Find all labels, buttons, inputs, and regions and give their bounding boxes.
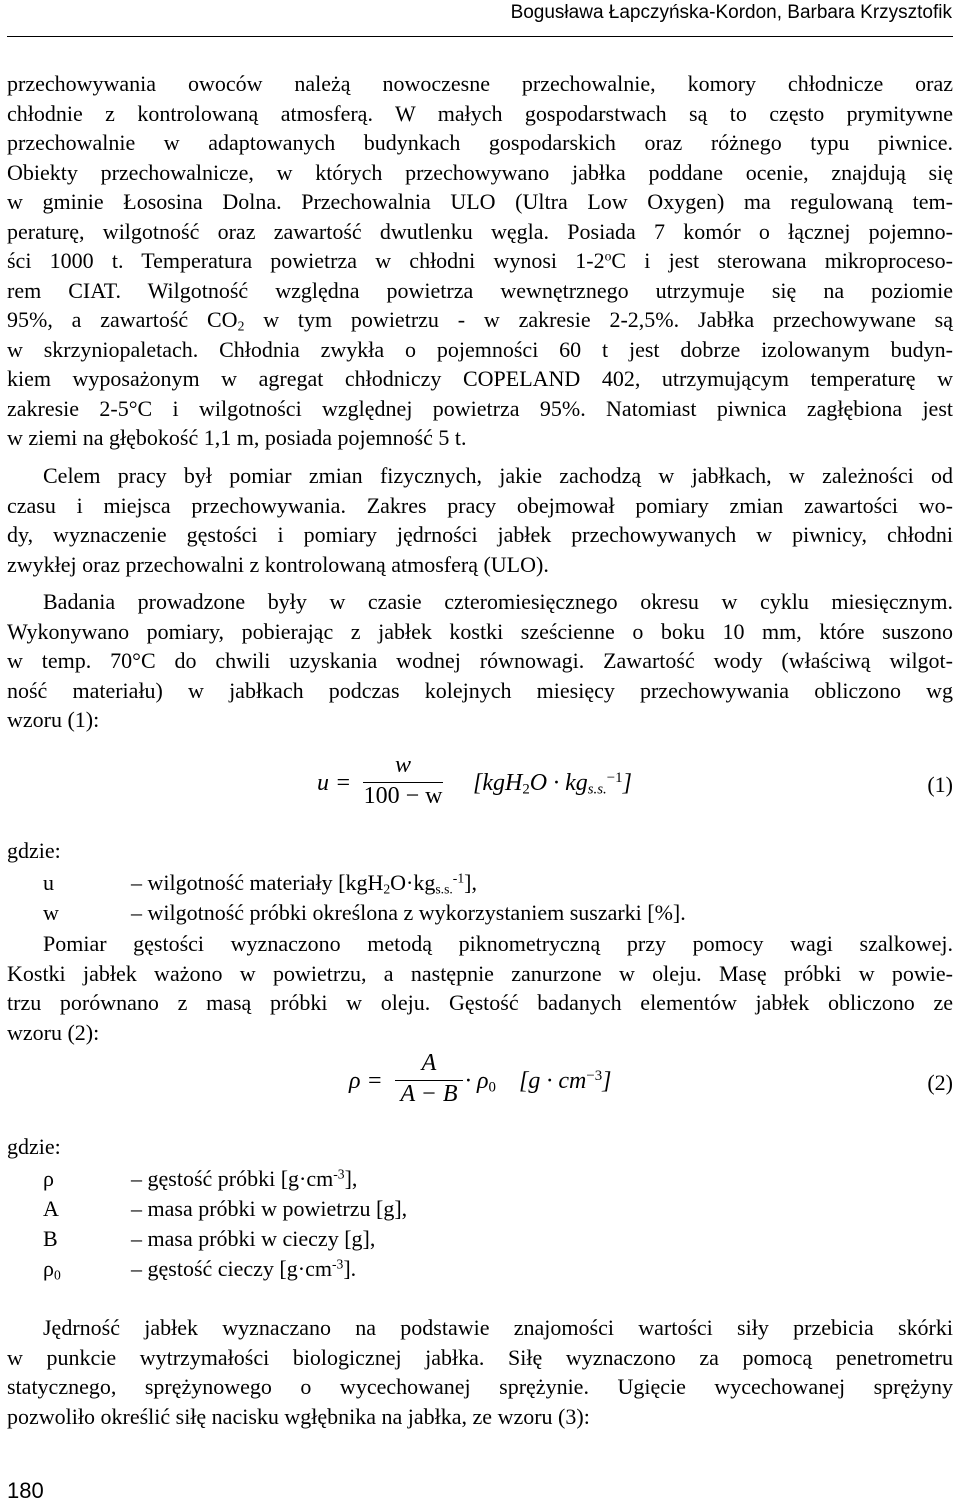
text-line: rem CIAT. Wilgotność względna powietrza wewnętrznego utrzymuje się na poziomie <box>7 277 953 303</box>
fraction-denominator: A − B <box>400 1081 458 1107</box>
running-header: Bogusława Łapczyńska-Kordon, Barbara Krzysztofik <box>510 2 952 23</box>
text-line: chłodnie z kontrolowaną atmosferą. W małych gospodarstwach są to często prymitywne <box>7 100 953 126</box>
text-line: Badania prowadzone były w czasie czteromiesięcznego okresu w cyklu miesięcznym. <box>43 589 953 614</box>
text-line: w gminie Łososina Dolna. Przechowalnia ULO (Ultra Low Oxygen) ma regulowaną tem- <box>7 189 953 214</box>
paragraph-aim <box>7 461 953 579</box>
header-rule <box>7 36 953 37</box>
definitions-1 <box>7 836 953 926</box>
equation-unit: $[g \cdot cm^{-3}]$ <box>519 1067 612 1094</box>
text-line: Pomiar gęstości wyznaczono metodą piknometryczną przy pomocy wagi szalkowej. <box>43 931 953 956</box>
text-line-temperature: ści 1000 t. Temperatura powietrza w chłodni wynosi 1-2$^o$C i jest sterowana mikroproceso- <box>7 248 953 273</box>
paragraph-storage-facilities <box>7 69 953 453</box>
text-line-co2: 95%, a zawartość $CO_2$ w tym powietrzu - w zakresie 2-2,5%. Jabłka przechowywane są <box>7 307 953 334</box>
text-line: Kostki jabłek ważono w powietrzu, a następnie zanurzone w oleju. Masę próbki w powie- <box>7 960 953 986</box>
text-line: peraturę, wilgotność oraz zawartość dwutlenku węgla. Posiada 7 komór o łącznej pojemno- <box>7 218 953 244</box>
definition-text: – masa próbki w cieczy [g], <box>131 1226 376 1251</box>
text-line: kiem wyposażonym w agregat chłodniczy COPELAND 402, utrzymującym temperaturę w <box>7 366 953 391</box>
text-line: ność materiału) w jabłkach podczas kolejnych miesięcy przechowywania obliczono wg <box>7 677 953 703</box>
equation-lhs: ρ = <box>349 1068 383 1094</box>
definitions-label: gdzie: <box>7 1134 61 1159</box>
equation-number: (2) <box>927 1070 953 1095</box>
equation-multiplier: · $\rho_0$ <box>465 1068 496 1096</box>
text-line: w punkcie wytrzymałości biologicznej jabłka. Siłę wyznaczono za pomocą penetrometru <box>7 1344 953 1370</box>
text-line: trzu porównano z masą próbki w oleju. Gęstość badanych elementów jabłek obliczono ze <box>7 990 953 1015</box>
fraction-numerator: A <box>421 1050 437 1076</box>
definition-text: – gęstość cieczy $[g\cdot cm^{-3}]$. <box>131 1256 357 1281</box>
page-number: 180 <box>7 1478 44 1503</box>
equation-1 <box>7 752 953 822</box>
text-line: czasu i miejsca przechowywania. Zakres pracy obejmował pomiary zmian zawartości wo- <box>7 492 953 518</box>
text-line: przechowywania owoców należą nowoczesne przechowalnie, komory chłodnicze oraz <box>7 71 953 96</box>
fraction-denominator: 100 − w <box>363 783 443 809</box>
definitions-label: gdzie: <box>7 838 61 863</box>
equation-fraction <box>395 1050 463 1108</box>
definition-symbol: B <box>43 1226 58 1251</box>
equation-2 <box>7 1050 953 1120</box>
text-line: zwykłej oraz przechowalni z kontrolowaną atmosferą (ULO). <box>7 551 549 577</box>
text-line: pozwoliło określić siłę nacisku wgłębnika na jabłka, ze wzoru (3): <box>7 1403 590 1429</box>
text-line: w ziemi na głębokość 1,1 m, posiada pojemność 5 t. <box>7 425 467 450</box>
definition-text: – masa próbki w powietrzu [g], <box>131 1196 408 1221</box>
text-line: zakresie 2-5°C i wilgotności względnej powietrza 95%. Natomiast piwnica zagłębiona jest <box>7 395 953 421</box>
text-line: Jędrność jabłek wyznaczano na podstawie znajomości wartości siły przebicia skórki <box>43 1315 953 1340</box>
fraction-numerator: w <box>394 752 411 778</box>
text-line: wzoru (2): <box>7 1019 100 1045</box>
definition-text: – wilgotność próbki określona z wykorzystaniem suszarki [%]. <box>131 900 686 925</box>
definition-symbol: u <box>43 870 54 895</box>
definition-text: – wilgotność materiały $[kgH_2O\cdot kg_{s.s.}^{-1}]$, <box>131 870 477 897</box>
definitions-2 <box>7 1132 953 1282</box>
text-line: Celem pracy był pomiar zmian fizycznych, jakie zachodzą w jabłkach, w zależności od <box>43 463 953 488</box>
text-line: przechowalnie w adaptowanych budynkach gospodarskich oraz różnego typu piwnice. <box>7 130 953 155</box>
equation-unit: $[kgH_2O \cdot kg_{s.s.}^{-1}]$ <box>473 769 632 798</box>
paragraph-firmness <box>7 1313 953 1431</box>
equation-lhs: u = <box>317 770 352 796</box>
text-line: Wykonywano pomiary, pobierając z jabłek kostki sześcienne o boku 10 mm, które suszono <box>7 618 953 644</box>
definition-symbol: w <box>43 900 59 925</box>
text-line: w temp. 70°C do chwili uzyskania wodnej równowagi. Zawartość wody (właściwą wilgot- <box>7 648 953 673</box>
equation-fraction <box>363 752 443 810</box>
text-line: w skrzyniopaletach. Chłodnia zwykła o pojemności 60 t jest dobrze izolowanym budyn- <box>7 336 953 362</box>
text-line: dy, wyznaczenie gęstości i pomiary jędrności jabłek przechowywanych w piwnicy, chłodni <box>7 522 953 547</box>
text-line: wzoru (1): <box>7 707 100 732</box>
text-line: Obiekty przechowalnicze, w których przechowywano jabłka poddane ocenie, znajdują się <box>7 159 953 185</box>
definition-symbol: $\rho_0$ <box>43 1256 61 1283</box>
definition-symbol: A <box>43 1196 59 1221</box>
definition-text: – gęstość próbki $[g\cdot cm^{-3}]$, <box>131 1166 358 1191</box>
paragraph-density <box>7 929 953 1047</box>
text-line: statycznego, sprężynowego o wycechowanej sprężynie. Ugięcie wycechowanej sprężyny <box>7 1374 953 1399</box>
paragraph-methods <box>7 587 953 735</box>
equation-number: (1) <box>927 772 953 797</box>
definition-symbol: ρ <box>43 1166 54 1191</box>
